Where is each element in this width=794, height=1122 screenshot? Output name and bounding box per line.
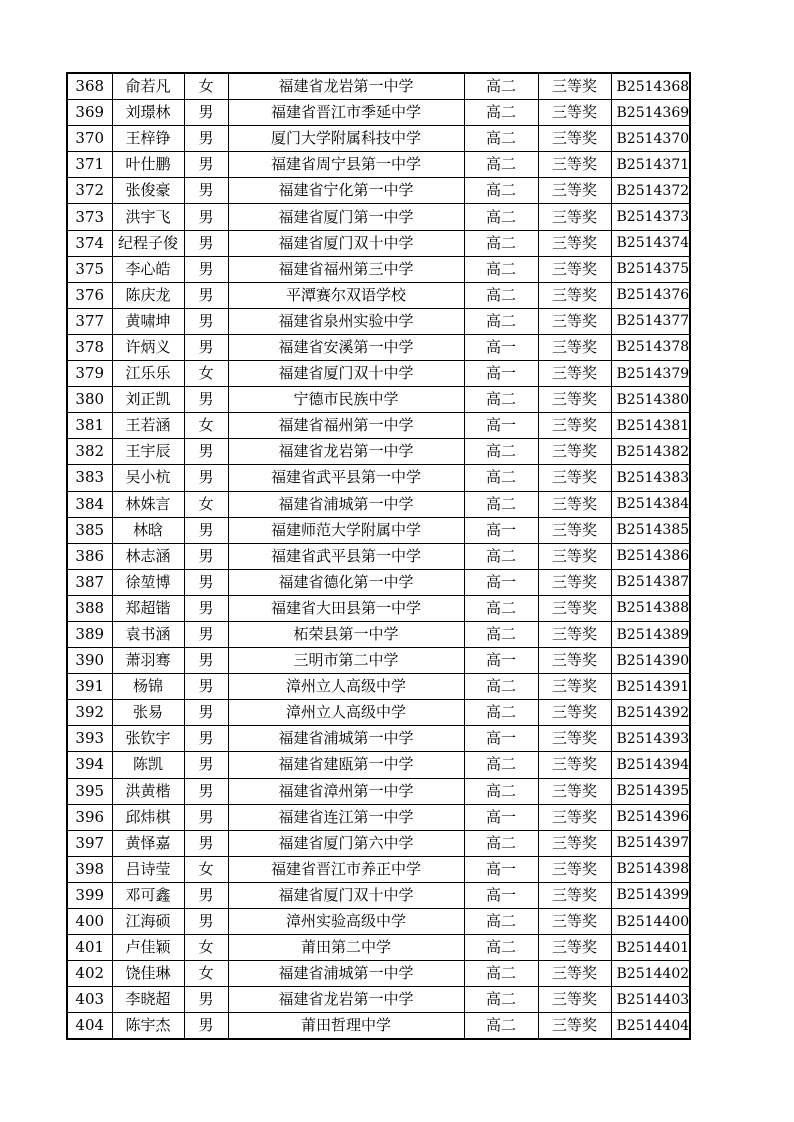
- row-number-cell: 394: [67, 752, 112, 778]
- table-row: [67, 230, 690, 256]
- student-name-cell: 刘正凯: [112, 387, 184, 413]
- gender-cell: 男: [184, 465, 228, 491]
- school-cell: 宁德市民族中学: [228, 387, 464, 413]
- gender-cell: 男: [184, 178, 228, 204]
- certificate-number-cell: B2514392: [611, 700, 690, 726]
- award-cell: 三等奖: [538, 543, 611, 569]
- award-cell: 三等奖: [538, 961, 611, 987]
- award-cell: 三等奖: [538, 465, 611, 491]
- gender-cell: 男: [184, 804, 228, 830]
- gender-cell: 男: [184, 1013, 228, 1040]
- certificate-number-cell: B2514383: [611, 465, 690, 491]
- grade-cell: 高二: [464, 909, 538, 935]
- award-cell: 三等奖: [538, 230, 611, 256]
- student-name-cell: 俞若凡: [112, 73, 184, 100]
- student-name-cell: 陈凯: [112, 752, 184, 778]
- school-cell: 福建省晋江市养正中学: [228, 856, 464, 882]
- student-name-cell: 林姝言: [112, 491, 184, 517]
- award-cell: 三等奖: [538, 387, 611, 413]
- award-cell: 三等奖: [538, 909, 611, 935]
- table-row: [67, 543, 690, 569]
- grade-cell: 高二: [464, 491, 538, 517]
- grade-cell: 高二: [464, 204, 538, 230]
- table-row: [67, 595, 690, 621]
- school-cell: 福建省厦门双十中学: [228, 882, 464, 908]
- school-cell: 福建省德化第一中学: [228, 569, 464, 595]
- school-cell: 漳州实验高级中学: [228, 909, 464, 935]
- school-cell: 福建省浦城第一中学: [228, 726, 464, 752]
- table-row: [67, 361, 690, 387]
- row-number-cell: 381: [67, 413, 112, 439]
- award-cell: 三等奖: [538, 282, 611, 308]
- table-row: [67, 830, 690, 856]
- award-cell: 三等奖: [538, 856, 611, 882]
- row-number-cell: 368: [67, 73, 112, 100]
- table-row: [67, 517, 690, 543]
- grade-cell: 高二: [464, 700, 538, 726]
- school-cell: 福建省建瓯第一中学: [228, 752, 464, 778]
- gender-cell: 女: [184, 361, 228, 387]
- school-cell: 福建省龙岩第一中学: [228, 987, 464, 1013]
- row-number-cell: 400: [67, 909, 112, 935]
- certificate-number-cell: B2514401: [611, 935, 690, 961]
- table-row: [67, 856, 690, 882]
- gender-cell: 男: [184, 700, 228, 726]
- award-cell: 三等奖: [538, 882, 611, 908]
- table-row: [67, 935, 690, 961]
- school-cell: 福建省安溪第一中学: [228, 334, 464, 360]
- gender-cell: 女: [184, 413, 228, 439]
- row-number-cell: 373: [67, 204, 112, 230]
- grade-cell: 高二: [464, 987, 538, 1013]
- table-row: [67, 648, 690, 674]
- certificate-number-cell: B2514394: [611, 752, 690, 778]
- gender-cell: 男: [184, 230, 228, 256]
- award-cell: 三等奖: [538, 73, 611, 100]
- certificate-number-cell: B2514400: [611, 909, 690, 935]
- row-number-cell: 377: [67, 308, 112, 334]
- award-cell: 三等奖: [538, 935, 611, 961]
- gender-cell: 女: [184, 935, 228, 961]
- table-row: [67, 387, 690, 413]
- table-row: [67, 439, 690, 465]
- grade-cell: 高二: [464, 830, 538, 856]
- grade-cell: 高二: [464, 752, 538, 778]
- student-name-cell: 吕诗莹: [112, 856, 184, 882]
- award-cell: 三等奖: [538, 804, 611, 830]
- certificate-number-cell: B2514395: [611, 778, 690, 804]
- gender-cell: 男: [184, 726, 228, 752]
- award-cell: 三等奖: [538, 152, 611, 178]
- student-name-cell: 林晗: [112, 517, 184, 543]
- grade-cell: 高二: [464, 152, 538, 178]
- table-row: [67, 674, 690, 700]
- student-name-cell: 卢佳颖: [112, 935, 184, 961]
- grade-cell: 高二: [464, 543, 538, 569]
- student-name-cell: 黄啸坤: [112, 308, 184, 334]
- gender-cell: 男: [184, 282, 228, 308]
- table-row: [67, 700, 690, 726]
- certificate-number-cell: B2514389: [611, 621, 690, 647]
- row-number-cell: 376: [67, 282, 112, 308]
- student-name-cell: 邱炜棋: [112, 804, 184, 830]
- award-cell: 三等奖: [538, 413, 611, 439]
- certificate-number-cell: B2514381: [611, 413, 690, 439]
- student-name-cell: 陈庆龙: [112, 282, 184, 308]
- grade-cell: 高一: [464, 856, 538, 882]
- row-number-cell: 402: [67, 961, 112, 987]
- gender-cell: 男: [184, 152, 228, 178]
- school-cell: 福建省泉州实验中学: [228, 308, 464, 334]
- grade-cell: 高二: [464, 73, 538, 100]
- award-cell: 三等奖: [538, 204, 611, 230]
- school-cell: 福建省宁化第一中学: [228, 178, 464, 204]
- gender-cell: 男: [184, 100, 228, 126]
- certificate-number-cell: B2514399: [611, 882, 690, 908]
- certificate-number-cell: B2514370: [611, 126, 690, 152]
- table-row: [67, 961, 690, 987]
- row-number-cell: 384: [67, 491, 112, 517]
- student-name-cell: 黄怿嘉: [112, 830, 184, 856]
- row-number-cell: 378: [67, 334, 112, 360]
- row-number-cell: 380: [67, 387, 112, 413]
- table-row: [67, 569, 690, 595]
- certificate-number-cell: B2514393: [611, 726, 690, 752]
- gender-cell: 男: [184, 830, 228, 856]
- row-number-cell: 389: [67, 621, 112, 647]
- row-number-cell: 387: [67, 569, 112, 595]
- grade-cell: 高二: [464, 961, 538, 987]
- student-name-cell: 江海硕: [112, 909, 184, 935]
- award-cell: 三等奖: [538, 752, 611, 778]
- certificate-number-cell: B2514374: [611, 230, 690, 256]
- award-cell: 三等奖: [538, 726, 611, 752]
- certificate-number-cell: B2514384: [611, 491, 690, 517]
- student-name-cell: 叶仕鹏: [112, 152, 184, 178]
- gender-cell: 男: [184, 308, 228, 334]
- row-number-cell: 398: [67, 856, 112, 882]
- award-cell: 三等奖: [538, 361, 611, 387]
- row-number-cell: 374: [67, 230, 112, 256]
- student-name-cell: 李心皓: [112, 256, 184, 282]
- row-number-cell: 399: [67, 882, 112, 908]
- table-row: [67, 752, 690, 778]
- certificate-number-cell: B2514371: [611, 152, 690, 178]
- award-cell: 三等奖: [538, 778, 611, 804]
- award-cell: 三等奖: [538, 126, 611, 152]
- row-number-cell: 372: [67, 178, 112, 204]
- school-cell: 福建省福州第一中学: [228, 413, 464, 439]
- row-number-cell: 403: [67, 987, 112, 1013]
- student-name-cell: 张易: [112, 700, 184, 726]
- school-cell: 柘荣县第一中学: [228, 621, 464, 647]
- award-cell: 三等奖: [538, 308, 611, 334]
- student-name-cell: 郑超锴: [112, 595, 184, 621]
- table-row: [67, 491, 690, 517]
- certificate-number-cell: B2514403: [611, 987, 690, 1013]
- grade-cell: 高二: [464, 308, 538, 334]
- school-cell: 福建省晋江市季延中学: [228, 100, 464, 126]
- certificate-number-cell: B2514379: [611, 361, 690, 387]
- student-name-cell: 邓可鑫: [112, 882, 184, 908]
- table-row: [67, 126, 690, 152]
- table-row: [67, 152, 690, 178]
- grade-cell: 高二: [464, 1013, 538, 1040]
- grade-cell: 高二: [464, 439, 538, 465]
- row-number-cell: 397: [67, 830, 112, 856]
- student-name-cell: 江乐乐: [112, 361, 184, 387]
- certificate-number-cell: B2514369: [611, 100, 690, 126]
- gender-cell: 男: [184, 543, 228, 569]
- table-row: [67, 282, 690, 308]
- gender-cell: 女: [184, 491, 228, 517]
- certificate-number-cell: B2514404: [611, 1013, 690, 1040]
- gender-cell: 男: [184, 569, 228, 595]
- gender-cell: 男: [184, 909, 228, 935]
- grade-cell: 高二: [464, 126, 538, 152]
- grade-cell: 高二: [464, 100, 538, 126]
- table-row: [67, 204, 690, 230]
- certificate-number-cell: B2514382: [611, 439, 690, 465]
- gender-cell: 男: [184, 987, 228, 1013]
- student-name-cell: 袁书涵: [112, 621, 184, 647]
- grade-cell: 高一: [464, 413, 538, 439]
- grade-cell: 高二: [464, 282, 538, 308]
- grade-cell: 高一: [464, 726, 538, 752]
- row-number-cell: 370: [67, 126, 112, 152]
- grade-cell: 高二: [464, 935, 538, 961]
- table-row: [67, 413, 690, 439]
- certificate-number-cell: B2514385: [611, 517, 690, 543]
- table-row: [67, 621, 690, 647]
- grade-cell: 高一: [464, 569, 538, 595]
- award-cell: 三等奖: [538, 700, 611, 726]
- grade-cell: 高二: [464, 595, 538, 621]
- school-cell: 福建省漳州第一中学: [228, 778, 464, 804]
- student-name-cell: 张钦宇: [112, 726, 184, 752]
- certificate-number-cell: B2514380: [611, 387, 690, 413]
- row-number-cell: 396: [67, 804, 112, 830]
- award-cell: 三等奖: [538, 987, 611, 1013]
- table-row: [67, 73, 690, 100]
- row-number-cell: 404: [67, 1013, 112, 1040]
- row-number-cell: 391: [67, 674, 112, 700]
- table-row: [67, 987, 690, 1013]
- award-cell: 三等奖: [538, 439, 611, 465]
- gender-cell: 男: [184, 334, 228, 360]
- certificate-number-cell: B2514387: [611, 569, 690, 595]
- table-row: [67, 804, 690, 830]
- award-cell: 三等奖: [538, 830, 611, 856]
- certificate-number-cell: B2514396: [611, 804, 690, 830]
- award-cell: 三等奖: [538, 569, 611, 595]
- row-number-cell: 393: [67, 726, 112, 752]
- award-cell: 三等奖: [538, 491, 611, 517]
- student-name-cell: 许炳义: [112, 334, 184, 360]
- grade-cell: 高一: [464, 517, 538, 543]
- certificate-number-cell: B2514388: [611, 595, 690, 621]
- school-cell: 莆田第二中学: [228, 935, 464, 961]
- gender-cell: 男: [184, 621, 228, 647]
- row-number-cell: 392: [67, 700, 112, 726]
- row-number-cell: 383: [67, 465, 112, 491]
- gender-cell: 男: [184, 204, 228, 230]
- student-name-cell: 张俊豪: [112, 178, 184, 204]
- grade-cell: 高二: [464, 230, 538, 256]
- table-row: [67, 882, 690, 908]
- gender-cell: 男: [184, 752, 228, 778]
- certificate-number-cell: B2514397: [611, 830, 690, 856]
- school-cell: 平潭赛尔双语学校: [228, 282, 464, 308]
- gender-cell: 男: [184, 648, 228, 674]
- table-row: [67, 909, 690, 935]
- grade-cell: 高二: [464, 256, 538, 282]
- certificate-number-cell: B2514372: [611, 178, 690, 204]
- school-cell: 福建省浦城第一中学: [228, 491, 464, 517]
- school-cell: 福建省厦门第一中学: [228, 204, 464, 230]
- school-cell: 福建省浦城第一中学: [228, 961, 464, 987]
- certificate-number-cell: B2514373: [611, 204, 690, 230]
- table-row: [67, 100, 690, 126]
- grade-cell: 高二: [464, 387, 538, 413]
- gender-cell: 男: [184, 439, 228, 465]
- award-cell: 三等奖: [538, 621, 611, 647]
- table-row: [67, 1013, 690, 1040]
- table-row: [67, 778, 690, 804]
- student-name-cell: 李晓超: [112, 987, 184, 1013]
- student-name-cell: 洪黄楷: [112, 778, 184, 804]
- grade-cell: 高二: [464, 621, 538, 647]
- gender-cell: 男: [184, 256, 228, 282]
- school-cell: 福建省龙岩第一中学: [228, 439, 464, 465]
- school-cell: 漳州立人高级中学: [228, 674, 464, 700]
- award-list-table: [66, 72, 691, 1040]
- award-cell: 三等奖: [538, 674, 611, 700]
- award-cell: 三等奖: [538, 256, 611, 282]
- row-number-cell: 401: [67, 935, 112, 961]
- certificate-number-cell: B2514368: [611, 73, 690, 100]
- certificate-number-cell: B2514375: [611, 256, 690, 282]
- award-cell: 三等奖: [538, 178, 611, 204]
- row-number-cell: 385: [67, 517, 112, 543]
- row-number-cell: 379: [67, 361, 112, 387]
- table-row: [67, 334, 690, 360]
- gender-cell: 女: [184, 73, 228, 100]
- gender-cell: 女: [184, 961, 228, 987]
- gender-cell: 男: [184, 778, 228, 804]
- student-name-cell: 饶佳琳: [112, 961, 184, 987]
- certificate-number-cell: B2514391: [611, 674, 690, 700]
- grade-cell: 高一: [464, 334, 538, 360]
- grade-cell: 高二: [464, 178, 538, 204]
- school-cell: 厦门大学附属科技中学: [228, 126, 464, 152]
- certificate-number-cell: B2514378: [611, 334, 690, 360]
- grade-cell: 高一: [464, 882, 538, 908]
- table-body: [67, 73, 690, 1039]
- row-number-cell: 395: [67, 778, 112, 804]
- school-cell: 福建省武平县第一中学: [228, 543, 464, 569]
- gender-cell: 男: [184, 595, 228, 621]
- school-cell: 福建省福州第三中学: [228, 256, 464, 282]
- school-cell: 福建省厦门双十中学: [228, 361, 464, 387]
- row-number-cell: 382: [67, 439, 112, 465]
- school-cell: 莆田哲理中学: [228, 1013, 464, 1040]
- student-name-cell: 王梓铮: [112, 126, 184, 152]
- student-name-cell: 吴小杭: [112, 465, 184, 491]
- grade-cell: 高一: [464, 648, 538, 674]
- gender-cell: 男: [184, 126, 228, 152]
- gender-cell: 男: [184, 882, 228, 908]
- certificate-number-cell: B2514390: [611, 648, 690, 674]
- student-name-cell: 萧羽骞: [112, 648, 184, 674]
- school-cell: 福建省武平县第一中学: [228, 465, 464, 491]
- certificate-number-cell: B2514376: [611, 282, 690, 308]
- award-cell: 三等奖: [538, 648, 611, 674]
- school-cell: 漳州立人高级中学: [228, 700, 464, 726]
- school-cell: 三明市第二中学: [228, 648, 464, 674]
- student-name-cell: 刘璟林: [112, 100, 184, 126]
- award-cell: 三等奖: [538, 100, 611, 126]
- school-cell: 福建省周宁县第一中学: [228, 152, 464, 178]
- gender-cell: 男: [184, 674, 228, 700]
- school-cell: 福建省厦门第六中学: [228, 830, 464, 856]
- student-name-cell: 徐堃博: [112, 569, 184, 595]
- school-cell: 福建省厦门双十中学: [228, 230, 464, 256]
- row-number-cell: 375: [67, 256, 112, 282]
- row-number-cell: 388: [67, 595, 112, 621]
- award-cell: 三等奖: [538, 517, 611, 543]
- award-cell: 三等奖: [538, 595, 611, 621]
- row-number-cell: 369: [67, 100, 112, 126]
- grade-cell: 高一: [464, 804, 538, 830]
- award-cell: 三等奖: [538, 334, 611, 360]
- gender-cell: 女: [184, 856, 228, 882]
- certificate-number-cell: B2514402: [611, 961, 690, 987]
- table-row: [67, 465, 690, 491]
- gender-cell: 男: [184, 517, 228, 543]
- table-row: [67, 726, 690, 752]
- gender-cell: 男: [184, 387, 228, 413]
- student-name-cell: 洪宇飞: [112, 204, 184, 230]
- certificate-number-cell: B2514377: [611, 308, 690, 334]
- table-row: [67, 308, 690, 334]
- student-name-cell: 王宇辰: [112, 439, 184, 465]
- certificate-number-cell: B2514398: [611, 856, 690, 882]
- grade-cell: 高二: [464, 674, 538, 700]
- award-cell: 三等奖: [538, 1013, 611, 1040]
- school-cell: 福建省连江第一中学: [228, 804, 464, 830]
- student-name-cell: 杨锦: [112, 674, 184, 700]
- certificate-number-cell: B2514386: [611, 543, 690, 569]
- table-row: [67, 256, 690, 282]
- school-cell: 福建省大田县第一中学: [228, 595, 464, 621]
- student-name-cell: 王若涵: [112, 413, 184, 439]
- student-name-cell: 纪程子俊: [112, 230, 184, 256]
- school-cell: 福建师范大学附属中学: [228, 517, 464, 543]
- grade-cell: 高二: [464, 465, 538, 491]
- row-number-cell: 386: [67, 543, 112, 569]
- row-number-cell: 390: [67, 648, 112, 674]
- student-name-cell: 林志涵: [112, 543, 184, 569]
- table-row: [67, 178, 690, 204]
- grade-cell: 高二: [464, 778, 538, 804]
- student-name-cell: 陈宇杰: [112, 1013, 184, 1040]
- school-cell: 福建省龙岩第一中学: [228, 73, 464, 100]
- row-number-cell: 371: [67, 152, 112, 178]
- grade-cell: 高一: [464, 361, 538, 387]
